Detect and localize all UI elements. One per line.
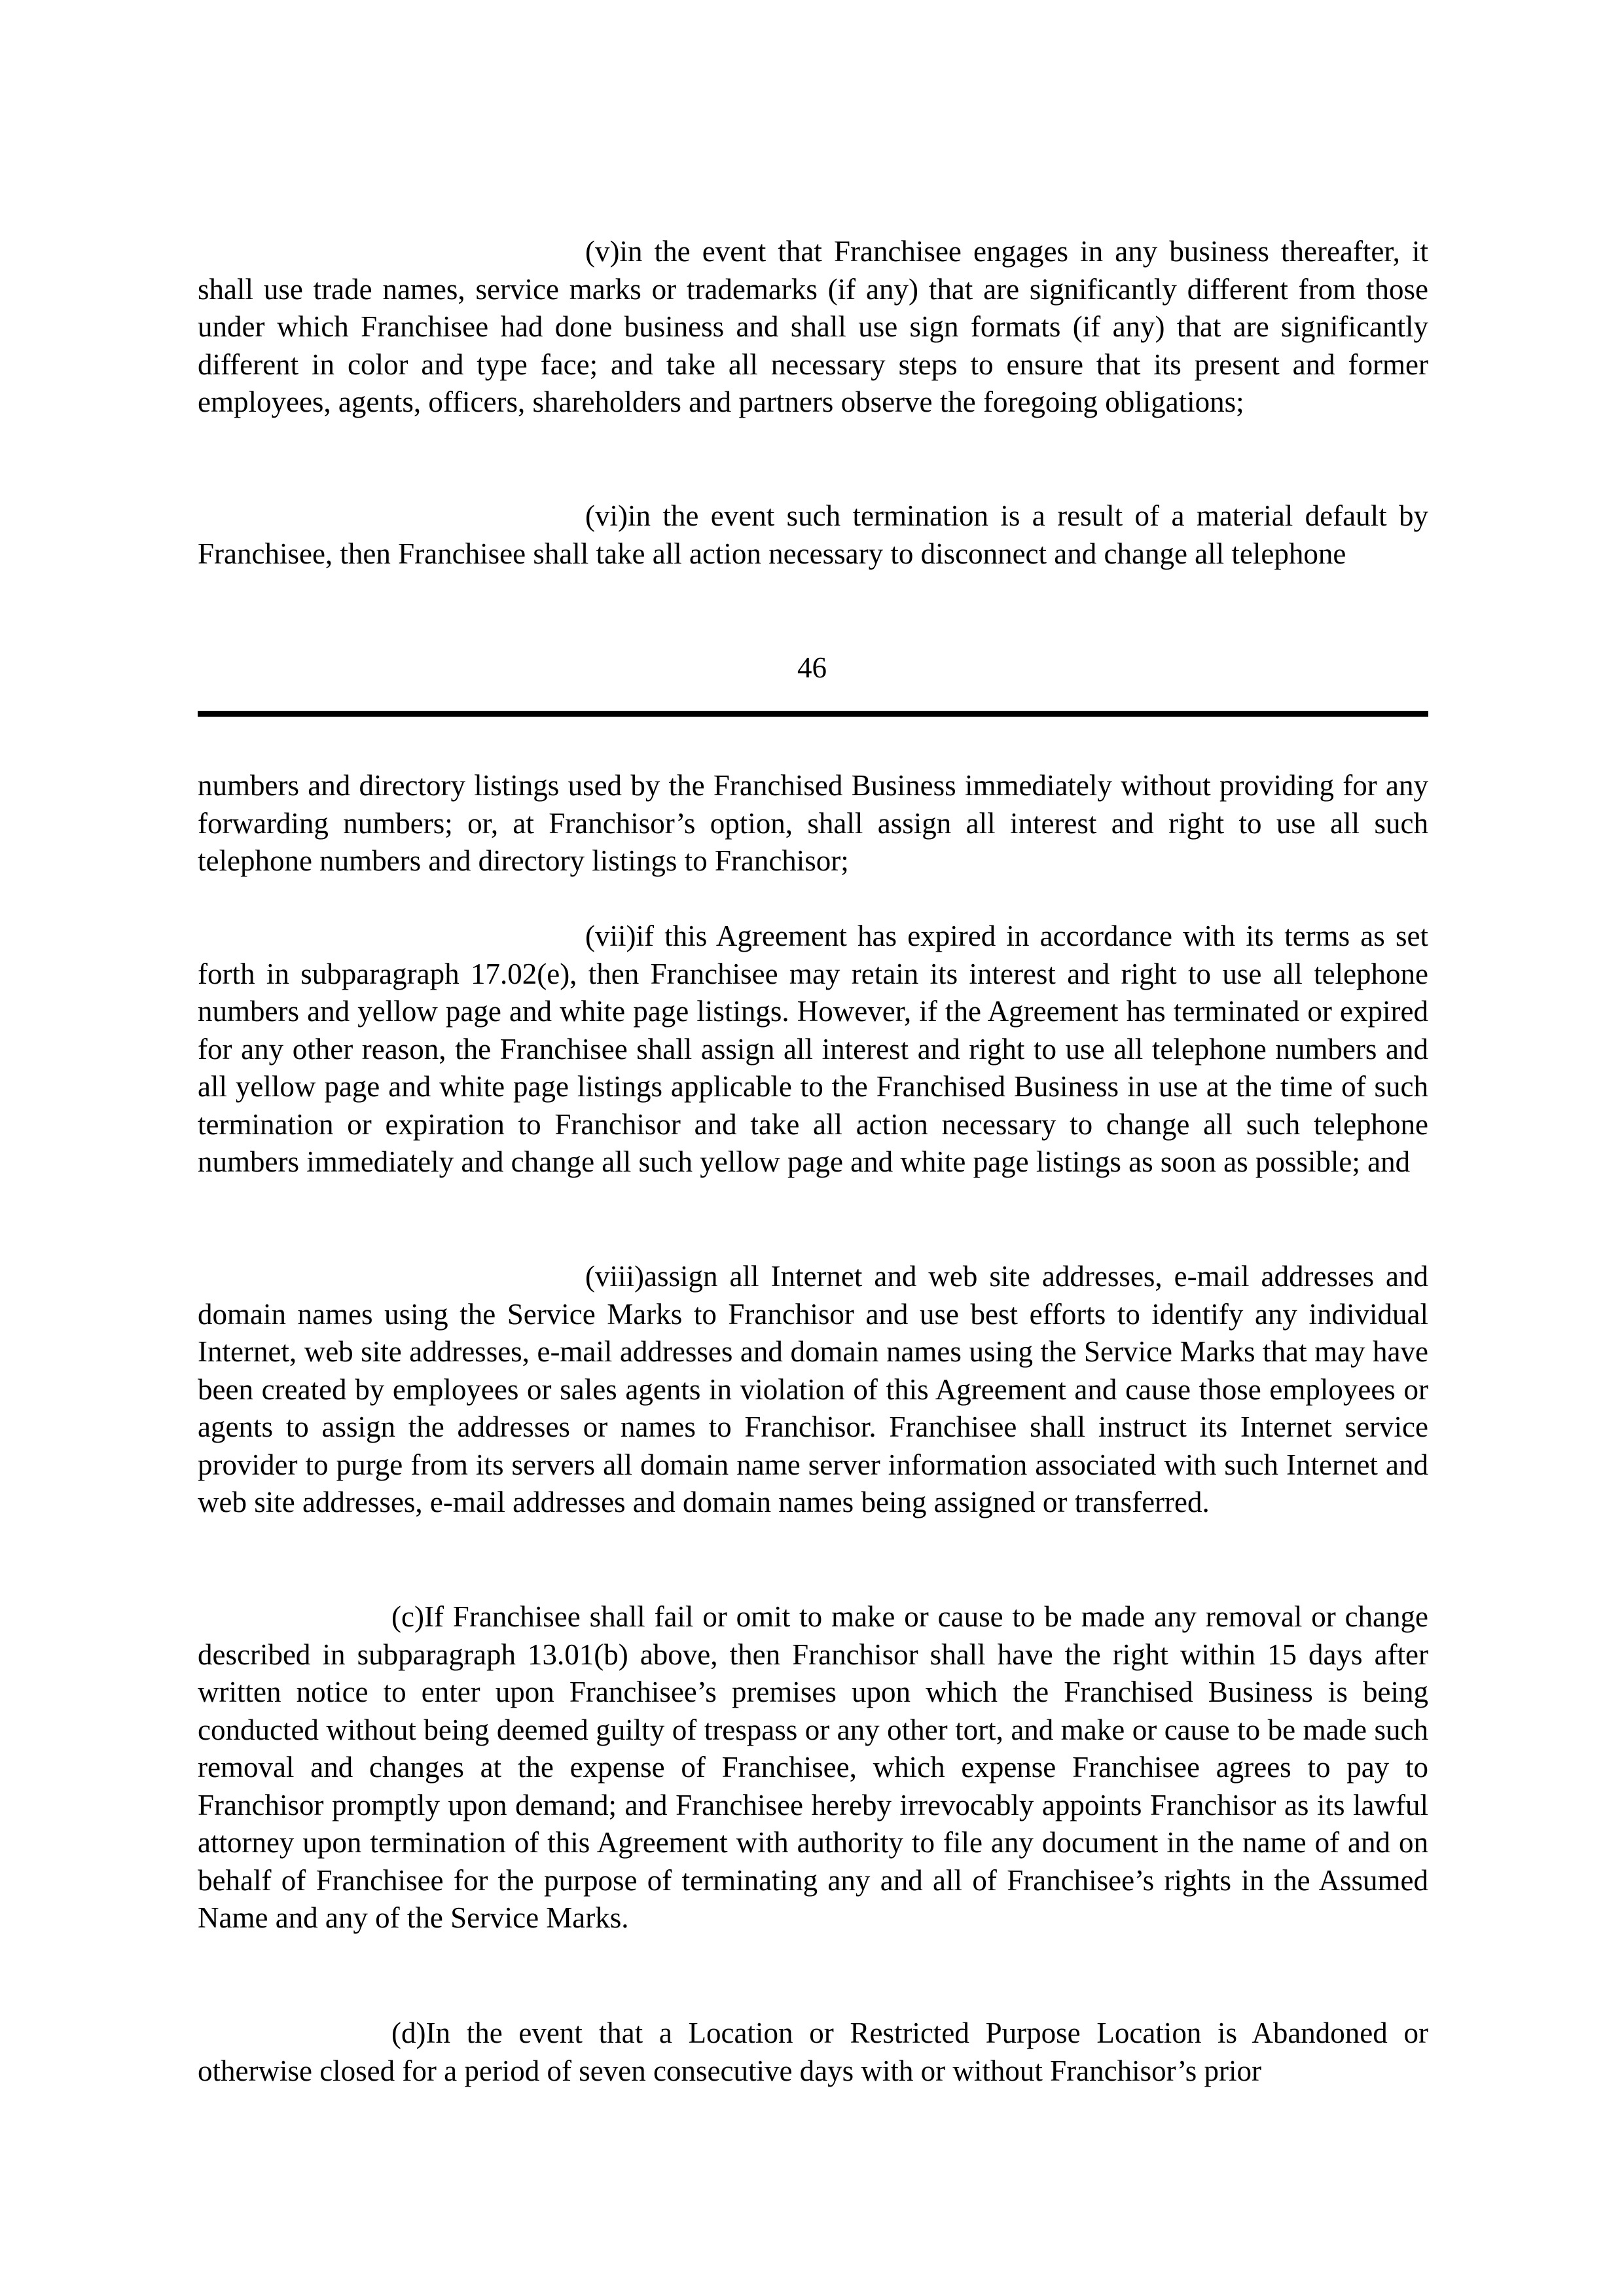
page-break-rule bbox=[198, 711, 1428, 717]
paragraph-c bbox=[198, 1598, 1428, 1937]
paragraph-continuation-text: numbers and directory listings used by the Franchised Business immediately without providing for any forwarding numbers; or, at Franchisor’s option, shall assign all interest and right to use all such telephone numbers and directory listings to Franchisor; bbox=[198, 769, 1428, 877]
paragraph-v bbox=[198, 233, 1428, 422]
paragraph-viii-text: assign all Internet and web site addresses, e-mail addresses and domain names using the Service Marks to Franchisor and use best efforts to identify any individual Internet, web site addresses, e-mail addresses and domain names using the Service Marks that may have been created by employees or sales agents in violation of this Agreement and cause those employees or agents to assign the addresses or names to Franchisor. Franchisee shall instruct its Internet service provider to purge from its servers all domain name server information associated with such Internet and web site addresses, e-mail addresses and domain names being assigned or transferred. bbox=[198, 1260, 1428, 1518]
paragraph-vii-number: (vii) bbox=[585, 920, 636, 952]
paragraph-vii-text: if this Agreement has expired in accordance with its terms as set forth in subparagraph 17.02(e), then Franchisee may retain its interest and right to use all telephone numbers and yellow page and white page listings. However, if the Agreement has terminated or expired for any other reason, the Franchisee shall assign all interest and right to use all telephone numbers and all yellow page and white page listings applicable to the Franchised Business in use at the time of such termination or expiration to Franchisor and take all action necessary to change all such telephone numbers immediately and change all such yellow page and white page listings as soon as possible; and bbox=[198, 920, 1428, 1178]
paragraph-vi-number: (vi) bbox=[585, 499, 628, 532]
paragraph-viii bbox=[198, 1258, 1428, 1522]
paragraph-d-text: In the event that a Location or Restricted Purpose Location is Abandoned or otherwise closed for a period of seven consecutive days with or without Franchisor’s prior bbox=[198, 2017, 1428, 2087]
paragraph-c-number: (c) bbox=[391, 1600, 424, 1633]
paragraph-continuation bbox=[198, 767, 1428, 880]
paragraph-vi-text: in the event such termination is a result of a material default by Franchisee, then Franchisee shall take all action necessary to disconnect and change all telephone bbox=[198, 499, 1428, 570]
paragraph-v-text: in the event that Franchisee engages in any business thereafter, it shall use trade names, service marks or trademarks (if any) that are significantly different from those under which Franchisee had done business and shall use sign formats (if any) that are significantly different in color and type face; and take all necessary steps to ensure that its present and former employees, agents, officers, shareholders and partners observe the foregoing obligations; bbox=[198, 235, 1428, 418]
paragraph-d-number: (d) bbox=[391, 2017, 426, 2049]
paragraph-v-number: (v) bbox=[585, 235, 620, 268]
paragraph-viii-number: (viii) bbox=[585, 1260, 644, 1293]
paragraph-vii bbox=[198, 918, 1428, 1181]
paragraph-c-text: If Franchisee shall fail or omit to make or cause to be made any removal or change described in subparagraph 13.01(b) above, then Franchisor shall have the right within 15 days after written notice to enter upon Franchisee’s premises upon which the Franchised Business is being conducted without being deemed guilty of trespass or any other tort, and make or cause to be made such removal and changes at the expense of Franchisee, which expense Franchisee agrees to pay to Franchisor promptly upon demand; and Franchisee hereby irrevocably appoints Franchisor as its lawful attorney upon termination of this Agreement with authority to file any document in the name of and on behalf of Franchisee for the purpose of terminating any and all of Franchisee’s rights in the Assumed Name and any of the Service Marks. bbox=[198, 1600, 1428, 1934]
paragraph-d bbox=[198, 2015, 1428, 2090]
page-number: 46 bbox=[797, 651, 827, 684]
paragraph-vi bbox=[198, 497, 1428, 573]
